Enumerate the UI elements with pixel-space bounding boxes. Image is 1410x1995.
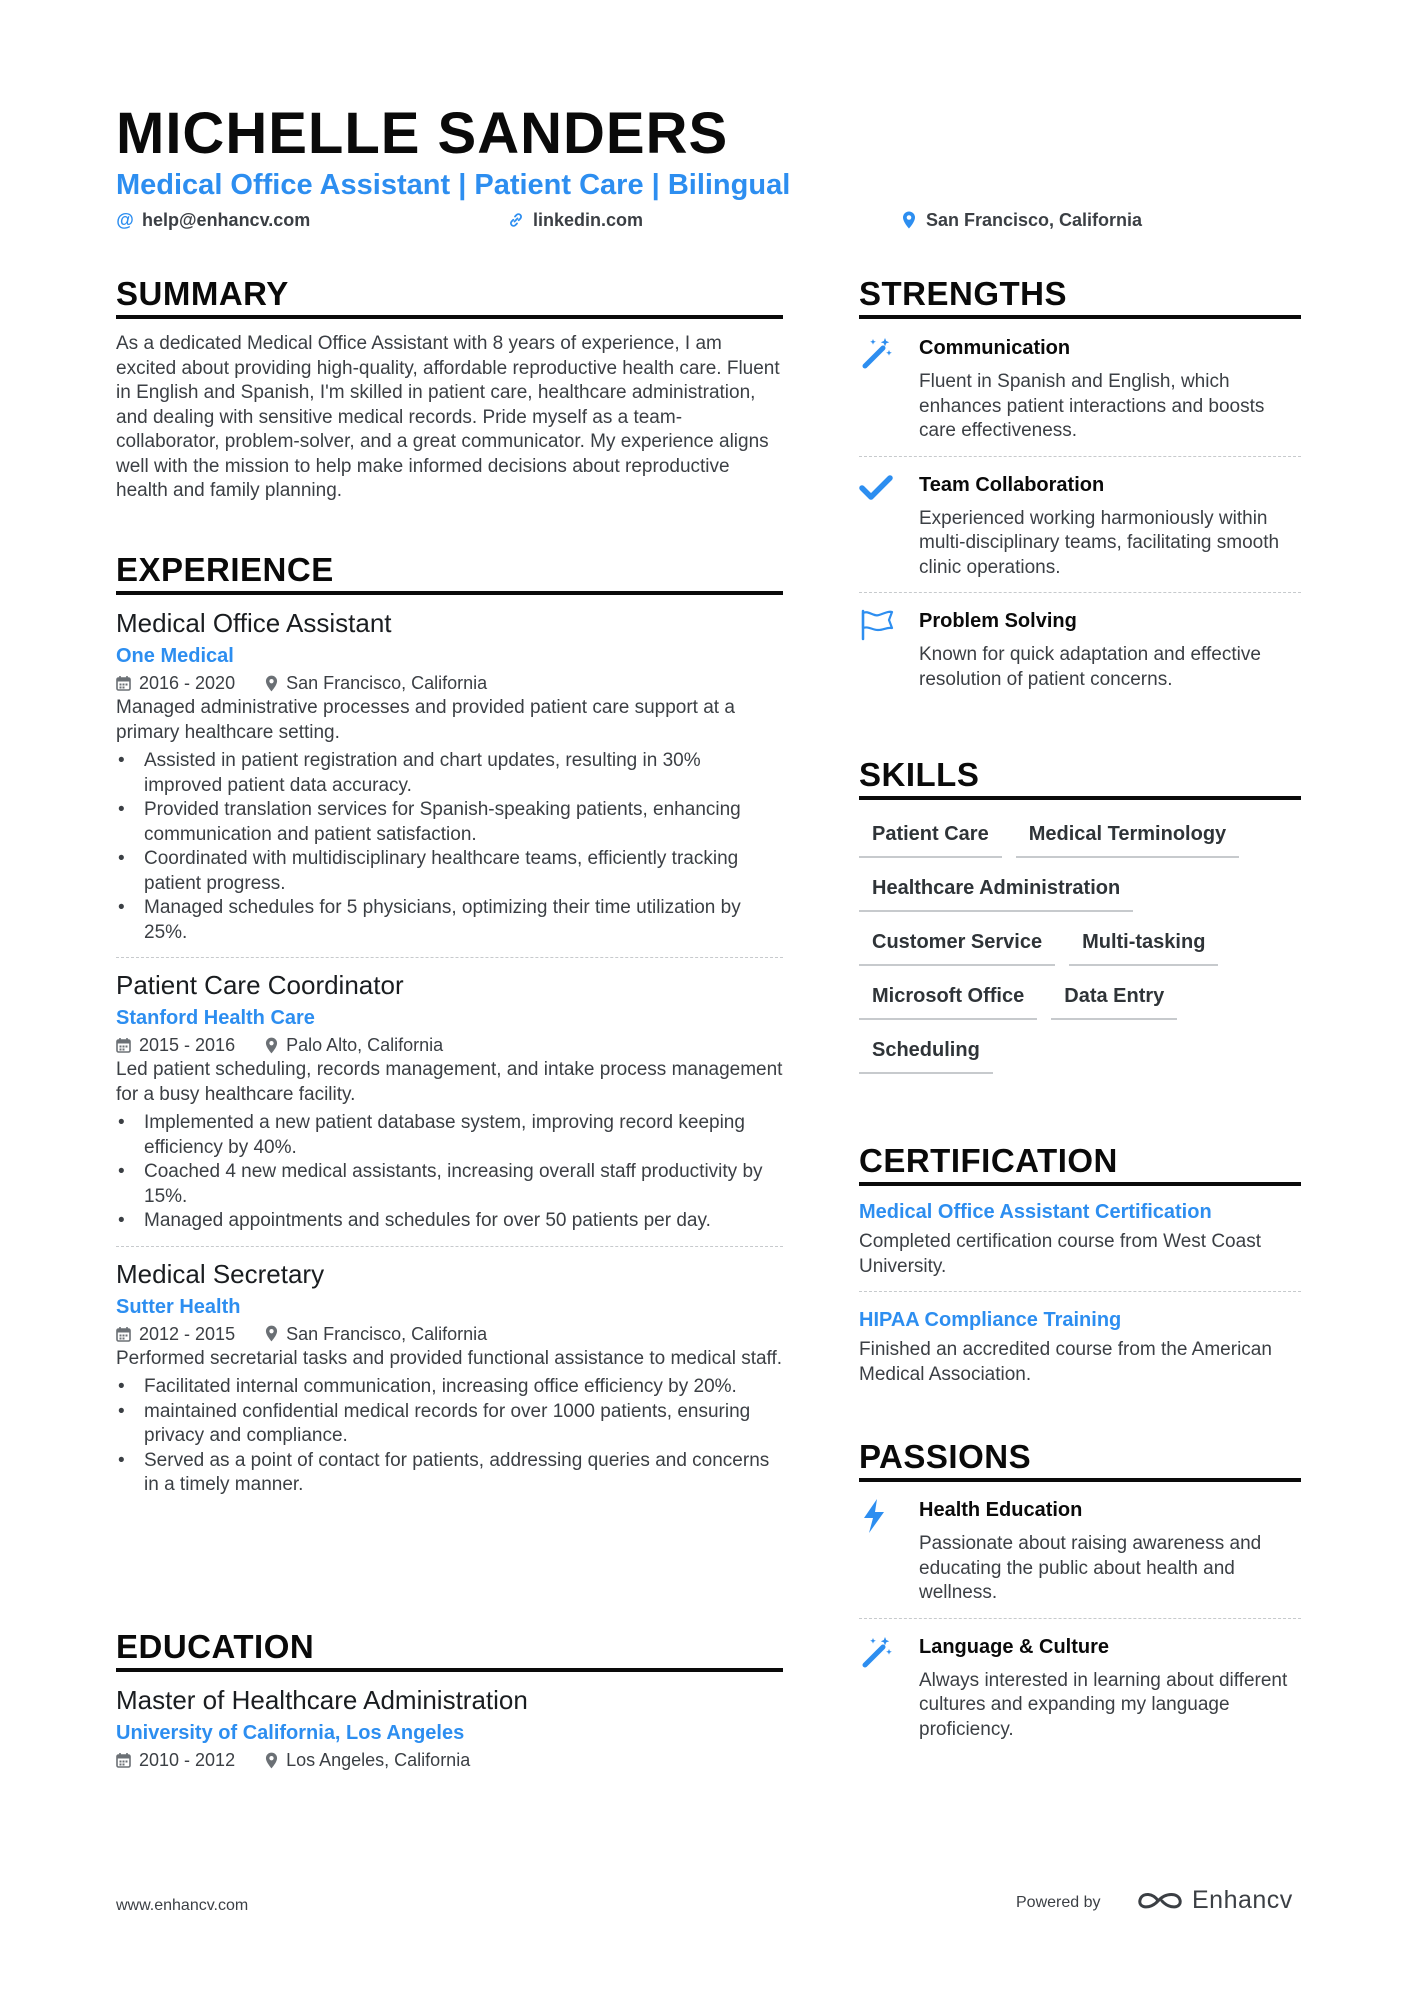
linkedin-text: linkedin.com <box>533 210 644 230</box>
passion-item <box>859 1633 1301 1743</box>
education-dates: 2010 - 2012 <box>139 1750 236 1770</box>
calendar-icon <box>116 1326 131 1342</box>
education-location: Los Angeles, California <box>286 1750 471 1770</box>
certification-item <box>859 1198 1301 1279</box>
job-bullet: • Facilitated internal communication, increasing office efficiency by 20%. <box>116 1375 783 1400</box>
passion-name: Language & Culture <box>919 1635 1110 1658</box>
degree-title: Master of Healthcare Administration <box>116 1685 528 1715</box>
job-location: San Francisco, California <box>286 1323 488 1344</box>
job-meta <box>116 1321 783 1347</box>
item-divider <box>859 456 1301 457</box>
skill-tag: Customer Service <box>859 928 1055 966</box>
certification-desc: Finished an accredited course from the American Medical Association. <box>859 1339 1272 1385</box>
strength-desc: Fluent in Spanish and English, which enhances patient interactions and boosts care effectiveness. <box>919 371 1265 441</box>
job-dates: 2016 - 2020 <box>139 673 236 693</box>
entry-divider <box>116 1246 783 1247</box>
entry-divider <box>116 957 783 958</box>
checkmark-icon <box>859 471 919 581</box>
footer-url[interactable]: www.enhancv.com <box>116 1897 249 1914</box>
certification-desc: Completed certification course from West Coast University. <box>859 1231 1261 1277</box>
strength-name: Communication <box>919 337 1071 359</box>
certification-item <box>859 1306 1301 1387</box>
certification-heading: CERTIFICATION <box>859 1142 1118 1179</box>
contact-location <box>900 208 1142 232</box>
job-bullet: • Served as a point of contact for patients, addressing queries and concerns in a timely manner. <box>116 1449 783 1498</box>
job-dates: 2015 - 2016 <box>139 1035 236 1055</box>
summary-text: As a dedicated Medical Office Assistant with 8 years of experience, I am excited about providing high-quality, affordable reproductive health care. Fluent in English and Spanish, I'm skilled in patient care, healthcare administration, and dealing with sensitive medical records. Pride myself as a team-collaborator, problem-solver, and a great communicator. My experience aligns well with the mission to help make informed decisions about reproductive health and family planning. <box>116 333 780 501</box>
education-meta <box>116 1747 783 1773</box>
passion-desc: Always interested in learning about different cultures and expanding my language proficiency. <box>919 1669 1288 1740</box>
experience-list <box>116 606 783 1498</box>
strength-desc: Known for quick adaptation and effective resolution of patient concerns. <box>919 644 1261 690</box>
calendar-icon <box>116 1037 131 1053</box>
job-dates: 2012 - 2015 <box>139 1323 236 1344</box>
job-bullets <box>116 749 783 945</box>
magic-wand-icon <box>859 334 919 444</box>
school-name: University of California, Los Angeles <box>116 1722 465 1744</box>
passions-rule <box>859 1478 1301 1482</box>
job-title: Patient Care Coordinator <box>116 970 404 1000</box>
experience-entry <box>116 606 783 945</box>
job-bullet: • maintained confidential medical records for over 1000 patients, ensuring privacy and compliance. <box>116 1400 783 1449</box>
certification-name: Medical Office Assistant Certification <box>859 1201 1212 1223</box>
experience-heading: EXPERIENCE <box>116 551 334 588</box>
experience-entry <box>116 968 783 1234</box>
location-pin-icon <box>265 675 278 692</box>
passion-item <box>859 1496 1301 1606</box>
location-pin-icon <box>265 1325 278 1342</box>
experience-entry <box>116 1257 783 1498</box>
job-bullet: • Managed appointments and schedules for over 50 patients per day. <box>116 1209 783 1234</box>
summary-heading: SUMMARY <box>116 275 289 312</box>
candidate-name: MICHELLE SANDERS <box>116 101 729 166</box>
skill-tag: Data Entry <box>1051 982 1177 1020</box>
company-name: Stanford Health Care <box>116 1007 315 1029</box>
job-location: San Francisco, California <box>286 673 488 693</box>
job-bullet: • Coordinated with multidisciplinary healthcare teams, efficiently tracking patient progress. <box>116 847 783 896</box>
education-heading: EDUCATION <box>116 1628 315 1665</box>
job-location: Palo Alto, California <box>286 1035 444 1055</box>
education-entry <box>116 1683 783 1773</box>
skills-heading: SKILLS <box>859 756 980 793</box>
strengths-rule <box>859 315 1301 319</box>
job-description: Led patient scheduling, records management, and intake process management for a busy healthcare facility. <box>116 1059 783 1105</box>
job-title: Medical Secretary <box>116 1258 325 1289</box>
skills-rule <box>859 796 1301 800</box>
magic-wand-icon <box>859 1633 919 1743</box>
skill-tag: Patient Care <box>859 820 1002 858</box>
brand-name: Enhancv <box>1192 1886 1293 1914</box>
certification-rule <box>859 1182 1301 1186</box>
strength-desc: Experienced working harmoniously within multi-disciplinary teams, facilitating smooth clinic operations. <box>919 507 1280 578</box>
job-description: Performed secretarial tasks and provided functional assistance to medical staff. <box>116 1347 783 1369</box>
company-name: Sutter Health <box>116 1295 241 1318</box>
location-pin-icon <box>900 211 918 229</box>
brand-logo[interactable] <box>1136 1886 1293 1915</box>
job-bullet: • Provided translation services for Spanish-speaking patients, enhancing communication and patient satisfaction. <box>116 798 783 847</box>
job-meta <box>116 1032 783 1058</box>
certification-name: HIPAA Compliance Training <box>859 1309 1122 1331</box>
calendar-icon <box>116 1752 131 1768</box>
skill-tag: Scheduling <box>859 1036 993 1074</box>
location-pin-icon <box>265 1037 278 1054</box>
skills-list <box>859 820 1301 1074</box>
job-title: Medical Office Assistant <box>116 608 392 638</box>
job-bullet: • Coached 4 new medical assistants, increasing overall staff productivity by 15%. <box>116 1160 783 1209</box>
at-sign-icon: @ <box>116 210 134 230</box>
enhancv-logo-icon <box>1136 1888 1184 1914</box>
lightning-icon <box>859 1496 919 1606</box>
passions-heading: PASSIONS <box>859 1438 1032 1475</box>
certification-list <box>859 1198 1301 1387</box>
passion-name: Health Education <box>919 1499 1083 1521</box>
location-pin-icon <box>265 1752 278 1769</box>
experience-rule <box>116 591 783 595</box>
contact-email[interactable] <box>116 208 310 232</box>
job-bullet: • Assisted in patient registration and chart updates, resulting in 30% improved patient data accuracy. <box>116 749 783 798</box>
summary-rule <box>116 315 783 319</box>
strength-item <box>859 607 1301 692</box>
skill-tag: Medical Terminology <box>1016 820 1239 858</box>
strength-name: Problem Solving <box>919 610 1077 632</box>
footer-powered-by: Powered by <box>1016 1894 1101 1911</box>
link-icon <box>507 212 525 228</box>
strengths-list <box>859 334 1301 692</box>
strengths-heading: STRENGTHS <box>859 275 1068 312</box>
job-bullets <box>116 1111 783 1234</box>
item-divider <box>859 592 1301 593</box>
strength-item <box>859 471 1301 581</box>
company-name: One Medical <box>116 645 234 667</box>
job-bullet: • Implemented a new patient database system, improving record keeping efficiency by 40%. <box>116 1111 783 1160</box>
flag-icon <box>859 607 919 692</box>
passions-list <box>859 1496 1301 1742</box>
job-bullet: • Managed schedules for 5 physicians, optimizing their time utilization by 25%. <box>116 896 783 945</box>
email-text: help@enhancv.com <box>142 210 311 230</box>
item-divider <box>859 1618 1301 1619</box>
calendar-icon <box>116 675 131 691</box>
skill-tag: Multi-tasking <box>1069 928 1218 966</box>
item-divider <box>859 1291 1301 1292</box>
strength-item <box>859 334 1301 444</box>
candidate-headline: Medical Office Assistant | Patient Care | Bilingual <box>116 169 791 201</box>
location-text: San Francisco, California <box>926 210 1143 230</box>
job-description: Managed administrative processes and provided patient care support at a primary healthcare setting. <box>116 697 735 743</box>
skill-tag: Microsoft Office <box>859 982 1037 1020</box>
job-meta <box>116 670 783 696</box>
skill-tag: Healthcare Administration <box>859 874 1133 912</box>
passion-desc: Passionate about raising awareness and educating the public about health and wellness. <box>919 1533 1262 1603</box>
strength-name: Team Collaboration <box>919 473 1105 496</box>
contact-linkedin[interactable] <box>507 208 643 232</box>
job-bullets <box>116 1375 783 1498</box>
education-rule <box>116 1668 783 1672</box>
